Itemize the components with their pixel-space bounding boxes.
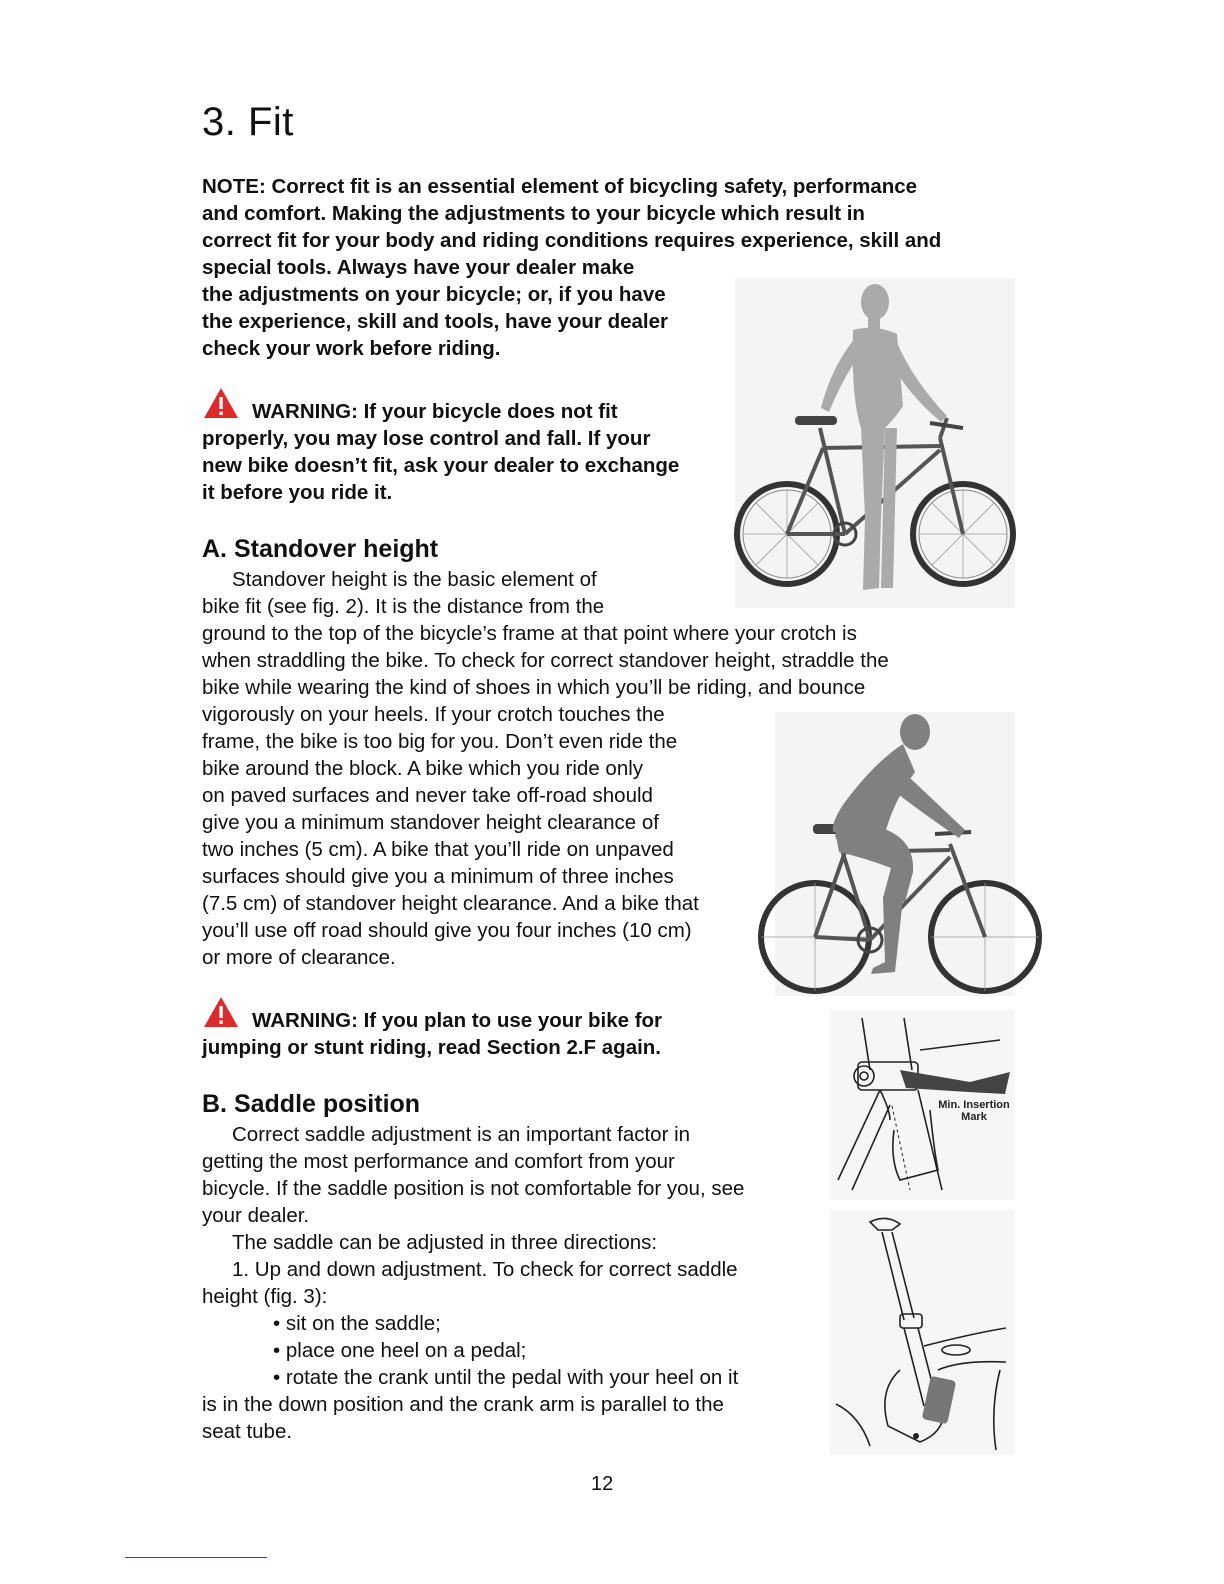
fig-4-callout-line: Min. Insertion: [938, 1099, 1010, 1111]
body-line: you’ll use off road should give you four inches (10 cm): [202, 919, 692, 942]
body-line: bike around the block. A bike which you ride only: [202, 757, 644, 780]
body-line: is in the down position and the crank arm is parallel to the: [202, 1393, 724, 1416]
footer-rule: [125, 1557, 267, 1558]
body-line: vigorously on your heels. If your crotch touches the: [202, 703, 665, 726]
body-line: ground to the top of the bicycle’s frame at that point where your crotch is: [202, 622, 857, 645]
bullet-item: • sit on the saddle;: [273, 1312, 441, 1335]
body-line: on paved surfaces and never take off-road should: [202, 784, 653, 807]
body-line: two inches (5 cm). A bike that you’ll ride on unpaved: [202, 838, 674, 861]
warning-line: it before you ride it.: [202, 481, 393, 504]
fig-2-standover-illustration: [735, 278, 1015, 608]
body-line: frame, the bike is too big for you. Don’t even ride the: [202, 730, 678, 753]
fig-5-seatpost-illustration: [830, 1210, 1015, 1455]
body-line: bike while wearing the kind of shoes in which you’ll be riding, and bounce: [202, 676, 866, 699]
body-line: seat tube.: [202, 1420, 293, 1443]
section-heading-saddle: B. Saddle position: [202, 1090, 421, 1118]
warning-line: new bike doesn’t fit, ask your dealer to exchange: [202, 454, 680, 477]
body-line: bike fit (see fig. 2). It is the distance from the: [202, 595, 605, 618]
body-line: or more of clearance.: [202, 946, 396, 969]
fig-3-saddle-height-illustration: [775, 712, 1015, 996]
page-title: 3. Fit: [202, 100, 294, 144]
note-line: the experience, skill and tools, have your dealer: [202, 310, 668, 333]
body-line: 1. Up and down adjustment. To check for correct saddle: [232, 1258, 738, 1281]
body-line: when straddling the bike. To check for correct standover height, straddle the: [202, 649, 889, 672]
warning-line: WARNING: If you plan to use your bike for: [252, 1009, 663, 1032]
bullet-item: • rotate the crank until the pedal with your heel on it: [273, 1366, 739, 1389]
note-line: check your work before riding.: [202, 337, 501, 360]
bullet-item: • place one heel on a pedal;: [273, 1339, 527, 1362]
note-line: and comfort. Making the adjustments to your bicycle which result in: [202, 202, 865, 225]
warning-line: properly, you may lose control and fall. If your: [202, 427, 651, 450]
fig-4-callout: [936, 1099, 1012, 1123]
body-line: (7.5 cm) of standover height clearance. And a bike that: [202, 892, 699, 915]
warning-triangle-icon: [203, 387, 239, 419]
note-line: the adjustments on your bicycle; or, if you have: [202, 283, 666, 306]
warning-triangle-icon: [203, 996, 239, 1028]
body-line: getting the most performance and comfort from your: [202, 1150, 675, 1173]
warning-line: WARNING: If your bicycle does not fit: [252, 400, 618, 423]
body-line: Standover height is the basic element of: [232, 568, 597, 591]
body-line: surfaces should give you a minimum of three inches: [202, 865, 674, 888]
note-line: special tools. Always have your dealer make: [202, 256, 635, 279]
page-number: 12: [591, 1473, 614, 1495]
body-line: Correct saddle adjustment is an important factor in: [232, 1123, 691, 1146]
section-heading-standover: A. Standover height: [202, 535, 439, 563]
body-line: give you a minimum standover height clearance of: [202, 811, 659, 834]
body-line: The saddle can be adjusted in three directions:: [232, 1231, 658, 1254]
note-line: NOTE: Correct fit is an essential element of bicycling safety, performance: [202, 175, 918, 198]
warning-line: jumping or stunt riding, read Section 2.F again.: [202, 1036, 662, 1059]
body-line: bicycle. If the saddle position is not comfortable for you, see: [202, 1177, 745, 1200]
note-line: correct fit for your body and riding conditions requires experience, skill and: [202, 229, 942, 252]
fig-4-callout-line: Mark: [961, 1111, 987, 1123]
body-line: height (fig. 3):: [202, 1285, 328, 1308]
body-line: your dealer.: [202, 1204, 310, 1227]
